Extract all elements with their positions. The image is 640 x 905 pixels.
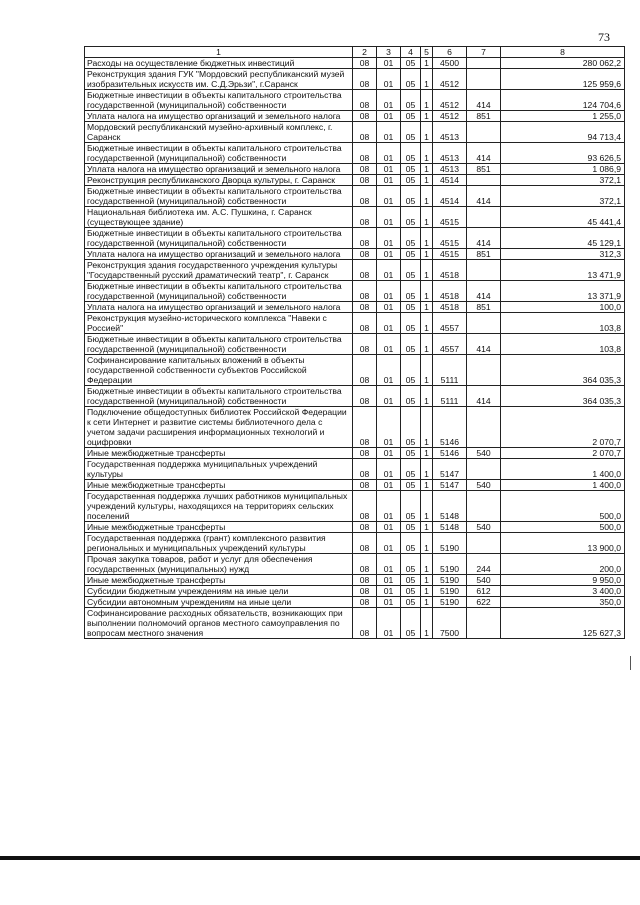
row-code-cell: 851 (467, 302, 501, 313)
row-code-cell: 01 (377, 143, 401, 164)
row-code-cell: 1 (421, 575, 433, 586)
row-code-cell: 01 (377, 90, 401, 111)
table-row (85, 448, 625, 459)
row-amount-cell: 1 086,9 (501, 164, 625, 175)
row-code-cell: 08 (353, 143, 377, 164)
row-code-cell: 5148 (433, 522, 467, 533)
row-code-cell: 05 (401, 533, 421, 554)
row-code-cell: 01 (377, 597, 401, 608)
row-code-cell: 08 (353, 386, 377, 407)
row-amount-cell: 9 950,0 (501, 575, 625, 586)
row-amount-cell: 100,0 (501, 302, 625, 313)
row-code-cell: 08 (353, 554, 377, 575)
row-code-cell: 08 (353, 90, 377, 111)
row-name-cell: Бюджетные инвестиции в объекты капитального строительства государственной (муниципальной) собственности (85, 143, 353, 164)
row-name-cell: Иные межбюджетные трансферты (85, 522, 353, 533)
row-code-cell: 4515 (433, 249, 467, 260)
row-code-cell: 08 (353, 533, 377, 554)
header-cell: 3 (377, 47, 401, 58)
table-row (85, 480, 625, 491)
row-code-cell: 08 (353, 69, 377, 90)
row-code-cell: 4500 (433, 58, 467, 69)
row-code-cell: 05 (401, 111, 421, 122)
row-code-cell (467, 407, 501, 448)
row-code-cell: 05 (401, 281, 421, 302)
row-code-cell: 1 (421, 407, 433, 448)
row-code-cell: 540 (467, 448, 501, 459)
row-code-cell: 414 (467, 228, 501, 249)
row-code-cell: 4514 (433, 186, 467, 207)
row-name-cell: Бюджетные инвестиции в объекты капитального строительства государственной (муниципальной) собственности (85, 90, 353, 111)
row-name-cell: Бюджетные инвестиции в объекты капитального строительства государственной (муниципальной) собственности (85, 228, 353, 249)
row-amount-cell: 312,3 (501, 249, 625, 260)
table-row (85, 313, 625, 334)
row-code-cell (467, 355, 501, 386)
row-code-cell: 08 (353, 58, 377, 69)
row-amount-cell: 500,0 (501, 491, 625, 522)
row-name-cell: Субсидии бюджетным учреждениям на иные цели (85, 586, 353, 597)
row-code-cell: 5111 (433, 355, 467, 386)
row-code-cell: 1 (421, 302, 433, 313)
row-amount-cell: 364 035,3 (501, 355, 625, 386)
row-code-cell: 08 (353, 186, 377, 207)
row-code-cell: 08 (353, 122, 377, 143)
row-code-cell: 08 (353, 281, 377, 302)
row-code-cell: 01 (377, 69, 401, 90)
row-amount-cell: 125 959,6 (501, 69, 625, 90)
row-code-cell (467, 69, 501, 90)
table-row (85, 586, 625, 597)
row-code-cell: 05 (401, 207, 421, 228)
row-code-cell: 01 (377, 302, 401, 313)
row-code-cell: 08 (353, 207, 377, 228)
row-code-cell: 01 (377, 575, 401, 586)
row-name-cell: Уплата налога на имущество организаций и земельного налога (85, 302, 353, 313)
row-code-cell: 08 (353, 355, 377, 386)
row-code-cell: 01 (377, 249, 401, 260)
row-code-cell: 5190 (433, 575, 467, 586)
row-code-cell: 7500 (433, 608, 467, 639)
row-code-cell: 05 (401, 522, 421, 533)
row-code-cell: 08 (353, 334, 377, 355)
table-header (85, 47, 625, 58)
table-row (85, 355, 625, 386)
row-code-cell: 612 (467, 586, 501, 597)
row-code-cell: 01 (377, 111, 401, 122)
row-amount-cell: 94 713,4 (501, 122, 625, 143)
row-code-cell: 5146 (433, 448, 467, 459)
row-code-cell: 08 (353, 175, 377, 186)
row-name-cell: Уплата налога на имущество организаций и земельного налога (85, 249, 353, 260)
row-code-cell: 05 (401, 58, 421, 69)
row-code-cell: 08 (353, 448, 377, 459)
row-code-cell: 1 (421, 448, 433, 459)
row-code-cell: 01 (377, 313, 401, 334)
page-number: 73 (598, 30, 610, 44)
row-code-cell: 08 (353, 459, 377, 480)
row-code-cell: 4518 (433, 281, 467, 302)
row-code-cell: 08 (353, 164, 377, 175)
row-code-cell (467, 260, 501, 281)
row-name-cell: Софинансирование капитальных вложений в объекты государственной собственности субъектов Российской Федерации (85, 355, 353, 386)
row-code-cell: 05 (401, 313, 421, 334)
row-code-cell (467, 207, 501, 228)
row-code-cell: 01 (377, 334, 401, 355)
page-bottom-rule (0, 856, 640, 860)
row-name-cell: Иные межбюджетные трансферты (85, 480, 353, 491)
row-code-cell: 1 (421, 228, 433, 249)
row-code-cell: 05 (401, 228, 421, 249)
header-cell: 8 (501, 47, 625, 58)
table-row (85, 302, 625, 313)
row-code-cell: 05 (401, 608, 421, 639)
row-code-cell: 01 (377, 260, 401, 281)
row-code-cell: 01 (377, 533, 401, 554)
row-code-cell: 05 (401, 448, 421, 459)
row-amount-cell: 200,0 (501, 554, 625, 575)
row-code-cell: 1 (421, 58, 433, 69)
row-code-cell: 01 (377, 407, 401, 448)
table-row (85, 207, 625, 228)
row-name-cell: Бюджетные инвестиции в объекты капитального строительства государственной (муниципальной) собственности (85, 281, 353, 302)
row-code-cell: 4513 (433, 143, 467, 164)
row-code-cell: 05 (401, 90, 421, 111)
row-code-cell: 540 (467, 480, 501, 491)
row-code-cell: 08 (353, 586, 377, 597)
row-amount-cell: 45 441,4 (501, 207, 625, 228)
row-name-cell: Субсидии автономным учреждениям на иные цели (85, 597, 353, 608)
row-code-cell: 414 (467, 143, 501, 164)
row-code-cell: 01 (377, 480, 401, 491)
header-cell: 5 (421, 47, 433, 58)
row-code-cell: 1 (421, 260, 433, 281)
row-code-cell: 1 (421, 334, 433, 355)
row-code-cell: 01 (377, 207, 401, 228)
row-name-cell: Подключение общедоступных библиотек Российской Федерации к сети Интернет и развитие системы библиотечного дела с учетом задачи расширения информационных технологий и оцифровки (85, 407, 353, 448)
row-code-cell: 1 (421, 186, 433, 207)
row-code-cell: 1 (421, 281, 433, 302)
table-row (85, 186, 625, 207)
row-name-cell: Бюджетные инвестиции в объекты капитального строительства государственной (муниципальной) собственности (85, 186, 353, 207)
row-amount-cell: 13 371,9 (501, 281, 625, 302)
row-code-cell: 1 (421, 586, 433, 597)
row-code-cell: 4557 (433, 334, 467, 355)
row-amount-cell: 125 627,3 (501, 608, 625, 639)
row-code-cell: 1 (421, 111, 433, 122)
table-body (85, 58, 625, 639)
row-name-cell: Бюджетные инвестиции в объекты капитального строительства государственной (муниципальной) собственности (85, 334, 353, 355)
table-row (85, 90, 625, 111)
row-name-cell: Софинансирование расходных обязательств, возникающих при выполнении полномочий органов местного самоуправления по вопросам местного значения (85, 608, 353, 639)
table-row (85, 164, 625, 175)
row-code-cell (467, 58, 501, 69)
table-row (85, 575, 625, 586)
row-code-cell: 5190 (433, 554, 467, 575)
row-code-cell: 05 (401, 164, 421, 175)
row-code-cell: 05 (401, 143, 421, 164)
row-code-cell: 08 (353, 260, 377, 281)
row-code-cell: 1 (421, 122, 433, 143)
row-code-cell: 05 (401, 491, 421, 522)
row-code-cell: 08 (353, 491, 377, 522)
row-code-cell (467, 491, 501, 522)
row-code-cell: 1 (421, 491, 433, 522)
row-code-cell: 01 (377, 228, 401, 249)
row-code-cell: 05 (401, 554, 421, 575)
row-code-cell: 540 (467, 522, 501, 533)
row-code-cell: 05 (401, 249, 421, 260)
row-code-cell: 05 (401, 302, 421, 313)
row-code-cell: 01 (377, 491, 401, 522)
row-amount-cell: 13 900,0 (501, 533, 625, 554)
row-code-cell: 01 (377, 554, 401, 575)
row-code-cell: 4512 (433, 90, 467, 111)
row-code-cell: 01 (377, 58, 401, 69)
row-code-cell: 4512 (433, 69, 467, 90)
row-code-cell: 08 (353, 575, 377, 586)
table-row (85, 491, 625, 522)
table-row (85, 249, 625, 260)
row-code-cell: 1 (421, 175, 433, 186)
row-code-cell: 01 (377, 164, 401, 175)
header-cell: 7 (467, 47, 501, 58)
row-code-cell: 01 (377, 448, 401, 459)
row-code-cell: 1 (421, 459, 433, 480)
scan-mark (630, 656, 631, 670)
row-code-cell: 414 (467, 186, 501, 207)
row-amount-cell: 93 626,5 (501, 143, 625, 164)
row-amount-cell: 500,0 (501, 522, 625, 533)
row-code-cell: 4515 (433, 207, 467, 228)
row-amount-cell: 103,8 (501, 313, 625, 334)
row-name-cell: Расходы на осуществление бюджетных инвестиций (85, 58, 353, 69)
row-code-cell: 414 (467, 281, 501, 302)
row-name-cell: Уплата налога на имущество организаций и земельного налога (85, 111, 353, 122)
row-amount-cell: 124 704,6 (501, 90, 625, 111)
row-code-cell: 05 (401, 122, 421, 143)
row-code-cell: 01 (377, 355, 401, 386)
row-code-cell: 4514 (433, 175, 467, 186)
row-code-cell: 1 (421, 597, 433, 608)
row-code-cell: 1 (421, 355, 433, 386)
row-code-cell: 1 (421, 249, 433, 260)
row-code-cell: 05 (401, 334, 421, 355)
row-code-cell: 4518 (433, 302, 467, 313)
row-amount-cell: 364 035,3 (501, 386, 625, 407)
row-amount-cell: 3 400,0 (501, 586, 625, 597)
row-name-cell: Государственная поддержка лучших работников муниципальных учреждений культуры, находящихся на территориях сельских поселений (85, 491, 353, 522)
table-row (85, 122, 625, 143)
row-name-cell: Бюджетные инвестиции в объекты капитального строительства государственной (муниципальной) собственности (85, 386, 353, 407)
row-code-cell: 08 (353, 228, 377, 249)
row-code-cell: 5146 (433, 407, 467, 448)
row-amount-cell: 372,1 (501, 175, 625, 186)
table-row (85, 334, 625, 355)
table-row (85, 522, 625, 533)
row-code-cell: 01 (377, 522, 401, 533)
row-code-cell: 08 (353, 597, 377, 608)
row-code-cell (467, 313, 501, 334)
row-code-cell: 1 (421, 386, 433, 407)
table-row (85, 58, 625, 69)
table-row (85, 597, 625, 608)
row-code-cell: 851 (467, 111, 501, 122)
row-code-cell: 1 (421, 554, 433, 575)
row-code-cell: 5147 (433, 459, 467, 480)
row-code-cell: 414 (467, 90, 501, 111)
row-code-cell: 1 (421, 533, 433, 554)
table-row (85, 533, 625, 554)
row-amount-cell: 350,0 (501, 597, 625, 608)
row-code-cell: 05 (401, 597, 421, 608)
row-code-cell: 1 (421, 313, 433, 334)
row-code-cell: 05 (401, 186, 421, 207)
row-code-cell: 05 (401, 586, 421, 597)
row-name-cell: Уплата налога на имущество организаций и земельного налога (85, 164, 353, 175)
row-code-cell: 4512 (433, 111, 467, 122)
header-cell: 1 (85, 47, 353, 58)
row-code-cell: 4515 (433, 228, 467, 249)
row-code-cell: 1 (421, 480, 433, 491)
row-name-cell: Прочая закупка товаров, работ и услуг для обеспечения государственных (муниципальных) нужд (85, 554, 353, 575)
row-code-cell: 414 (467, 386, 501, 407)
row-code-cell (467, 459, 501, 480)
row-code-cell (467, 175, 501, 186)
row-amount-cell: 45 129,1 (501, 228, 625, 249)
row-code-cell (467, 608, 501, 639)
row-code-cell: 4518 (433, 260, 467, 281)
row-code-cell: 08 (353, 302, 377, 313)
table-row (85, 386, 625, 407)
row-code-cell: 05 (401, 407, 421, 448)
row-code-cell: 622 (467, 597, 501, 608)
row-code-cell: 244 (467, 554, 501, 575)
row-name-cell: Государственная поддержка (грант) комплексного развития региональных и муниципальных учреждений культуры (85, 533, 353, 554)
table-row (85, 111, 625, 122)
row-code-cell: 05 (401, 175, 421, 186)
header-cell: 6 (433, 47, 467, 58)
table-row (85, 260, 625, 281)
header-cell: 4 (401, 47, 421, 58)
header-row (85, 47, 625, 58)
row-name-cell: Реконструкция здания ГУК "Мордовский республиканский музей изобразительных искусств им. С.Д.Эрьзи", г.Саранск (85, 69, 353, 90)
row-name-cell: Национальная библиотека им. А.С. Пушкина, г. Саранск (существующее здание) (85, 207, 353, 228)
row-name-cell: Реконструкция здания государственного учреждения культуры "Государственный русский драматический театр", г. Саранск (85, 260, 353, 281)
row-name-cell: Иные межбюджетные трансферты (85, 575, 353, 586)
row-code-cell: 01 (377, 175, 401, 186)
row-code-cell: 4513 (433, 164, 467, 175)
row-code-cell: 08 (353, 111, 377, 122)
row-code-cell: 4513 (433, 122, 467, 143)
row-amount-cell: 1 255,0 (501, 111, 625, 122)
row-code-cell: 08 (353, 407, 377, 448)
row-code-cell: 1 (421, 69, 433, 90)
table-row (85, 608, 625, 639)
row-code-cell: 5148 (433, 491, 467, 522)
row-amount-cell: 2 070,7 (501, 407, 625, 448)
row-code-cell: 08 (353, 522, 377, 533)
row-amount-cell: 280 062,2 (501, 58, 625, 69)
row-code-cell: 01 (377, 122, 401, 143)
row-code-cell: 08 (353, 249, 377, 260)
row-code-cell: 540 (467, 575, 501, 586)
row-code-cell: 5190 (433, 533, 467, 554)
row-code-cell: 851 (467, 249, 501, 260)
table-row (85, 407, 625, 448)
row-code-cell: 05 (401, 260, 421, 281)
table-row (85, 175, 625, 186)
row-name-cell: Государственная поддержка муниципальных учреждений культуры (85, 459, 353, 480)
table-row (85, 554, 625, 575)
row-code-cell: 05 (401, 480, 421, 491)
header-cell: 2 (353, 47, 377, 58)
row-code-cell: 414 (467, 334, 501, 355)
row-code-cell: 4557 (433, 313, 467, 334)
row-code-cell: 05 (401, 459, 421, 480)
row-code-cell: 05 (401, 386, 421, 407)
row-amount-cell: 1 400,0 (501, 459, 625, 480)
row-code-cell: 851 (467, 164, 501, 175)
row-code-cell: 01 (377, 459, 401, 480)
row-code-cell: 5190 (433, 586, 467, 597)
row-code-cell (467, 122, 501, 143)
row-code-cell: 1 (421, 522, 433, 533)
row-amount-cell: 103,8 (501, 334, 625, 355)
table-row (85, 69, 625, 90)
row-amount-cell: 372,1 (501, 186, 625, 207)
row-code-cell: 08 (353, 313, 377, 334)
row-amount-cell: 1 400,0 (501, 480, 625, 491)
row-code-cell: 01 (377, 386, 401, 407)
row-name-cell: Иные межбюджетные трансферты (85, 448, 353, 459)
row-code-cell: 08 (353, 608, 377, 639)
row-code-cell: 5190 (433, 597, 467, 608)
row-code-cell: 05 (401, 355, 421, 386)
row-code-cell: 1 (421, 143, 433, 164)
row-code-cell (467, 533, 501, 554)
row-code-cell: 1 (421, 608, 433, 639)
row-code-cell: 01 (377, 186, 401, 207)
row-code-cell: 1 (421, 207, 433, 228)
table-row (85, 281, 625, 302)
row-amount-cell: 2 070,7 (501, 448, 625, 459)
row-code-cell: 1 (421, 164, 433, 175)
row-name-cell: Мордовский республиканский музейно-архивный комплекс, г. Саранск (85, 122, 353, 143)
row-code-cell: 1 (421, 90, 433, 111)
row-code-cell: 5111 (433, 386, 467, 407)
row-code-cell: 05 (401, 69, 421, 90)
row-code-cell: 01 (377, 281, 401, 302)
budget-table (84, 46, 625, 639)
table-row (85, 459, 625, 480)
row-name-cell: Реконструкция музейно-исторического комплекса "Навеки с Россией" (85, 313, 353, 334)
row-code-cell: 08 (353, 480, 377, 491)
table-row (85, 228, 625, 249)
row-code-cell: 01 (377, 608, 401, 639)
row-code-cell: 5147 (433, 480, 467, 491)
row-amount-cell: 13 471,9 (501, 260, 625, 281)
table-row (85, 143, 625, 164)
row-code-cell: 01 (377, 586, 401, 597)
row-code-cell: 05 (401, 575, 421, 586)
row-name-cell: Реконструкция республиканского Дворца культуры, г. Саранск (85, 175, 353, 186)
